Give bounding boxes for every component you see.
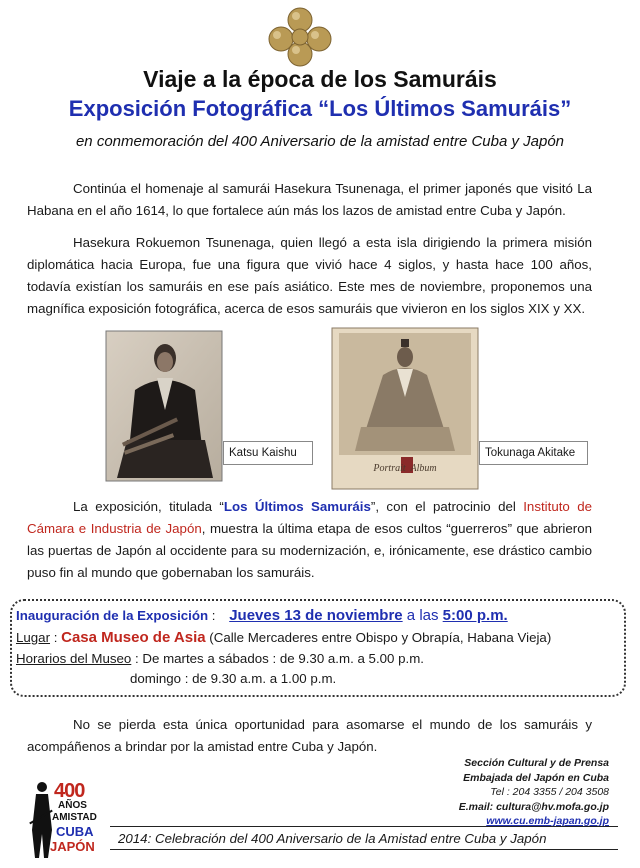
exhibition-subtitle: Exposición Fotográfica “Los Últimos Samuráis” (68, 96, 572, 121)
tokunaga-akitake-photo (331, 327, 479, 490)
intro-paragraph-1: Continúa el homenaje al samurái Hasekura Tsunenaga, el primer japonés que visitó La Habana en el año 1614, lo que fortalece aún más los lazos de amistad entre Cuba y Japón. (27, 181, 592, 218)
contact-block: Sección Cultural y de Prensa Embajada del Japón en Cuba Tel : 204 3355 / 204 3508 E.mail: cultura@hv.mofa.go.jp www.cu.emb-japan.go.jp (458, 757, 609, 827)
contact-email[interactable]: E.mail: cultura@hv.mofa.go.jp (458, 800, 609, 813)
intro-paragraph-2: Hasekura Rokuemon Tsunenaga, quien llegó a esta isla dirigiendo la primera misión diplomática hacia Europa, fue una figura que vivió hace 4 siglos, y hasta hace 100 años, todavía existían los samuráis en ese país asiático. Este mes de noviembre, proponemos una magnífica exposición fotográfica, acerca de esos samuráis que vivieron en los siglos XIX y XX. (27, 235, 592, 316)
photo-caption-tokunaga: Tokunaga Akitake (479, 441, 588, 465)
anniversary-logo: 400 AÑOS AMISTAD CUBA JAPÓN (26, 780, 108, 860)
hours-line: Horarios del Museo : De martes a sábados : de 9.30 a.m. a 5.00 p.m. (16, 651, 424, 666)
page-title: Viaje a la época de los Samuráis (143, 66, 497, 92)
katsu-kaishu-photo (105, 330, 223, 482)
photo-caption-katsu: Katsu Kaishu (223, 441, 313, 465)
closing-paragraph: No se pierda esta única oportunidad para asomarse el mundo de los samuráis y acompáñenos a brindar por la amistad entre Cuba y Japón. (27, 717, 592, 754)
hours-sunday-line: domingo : de 9.30 a.m. a 1.00 p.m. (130, 671, 337, 686)
exhibition-paragraph: La exposición, titulada “Los Últimos Samuráis”, con el patrocinio del Instituto de Cámara e Industria de Japón, muestra la última etapa de esos cultos “guerreros” que abrieron las puertas de Japón al occidente para su modernización, e, irónicamente, ese drástico cambio puso fin al mundo que gobernaban los samuráis. (27, 499, 592, 580)
sponsor-name: Instituto de Cámara e Industria de Japón (27, 499, 592, 536)
logo-number: 400 (54, 780, 85, 802)
event-date: Jueves 13 de noviembre (229, 607, 403, 624)
exhibition-title: Los Últimos Samuráis (223, 499, 371, 514)
footer-celebration: 2014: Celebración del 400 Aniversario de la Amistad entre Cuba y Japón (110, 826, 618, 850)
kiri-crest-icon (264, 6, 336, 68)
inauguration-line: Inauguración de la Exposición : Jueves 13 de noviembre a las 5:00 p.m. (16, 607, 508, 624)
album-label: Portrait Album (373, 463, 437, 474)
event-time: 5:00 p.m. (442, 607, 508, 624)
place-line: Lugar : Casa Museo de Asia (Calle Mercaderes entre Obispo y Obrapía, Habana Vieja) (16, 629, 552, 646)
venue-name: Casa Museo de Asia (61, 629, 206, 646)
tagline: en conmemoración del 400 Aniversario de la amistad entre Cuba y Japón (75, 133, 565, 150)
contact-website-link[interactable]: www.cu.emb-japan.go.jp (486, 815, 609, 827)
